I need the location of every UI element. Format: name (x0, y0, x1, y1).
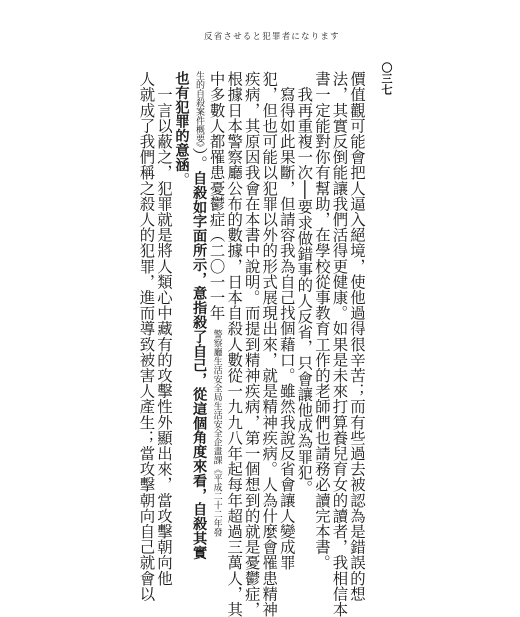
body-text-run: 中多數人都罹患憂鬱症（二〇一一年 (207, 71, 226, 321)
emphasized-text: 自殺如字面所示，意指殺了自己，從這個角度來看，自殺其實 (191, 171, 208, 560)
body-text-run: 寫得如此果斷，但請容我為自己找個藉口。雖然我說反省會讓人變成罪 (277, 71, 296, 571)
running-header: 反省させると犯罪者になります (204, 32, 340, 42)
text-column (348, 71, 366, 602)
emphasized-text: 也有犯罪的意涵 (173, 71, 190, 172)
text-column (225, 71, 244, 617)
text-column (260, 71, 279, 617)
text-column (190, 71, 209, 560)
text-column (295, 71, 314, 496)
body-text-run: 根據日本警察廳公布的數據，日本自殺人數從一九九八年起每年超過三萬人，其 (225, 71, 244, 617)
citation-text: 生的自殺案件概要》 (194, 71, 205, 148)
body-text-run: 法，其實反倒能讓我們活得更健康。如果是未來打算養兒育女的讀者，我相信本 (330, 71, 349, 617)
text-column (137, 71, 156, 602)
text-column (312, 71, 331, 571)
body-text-run: 犯，但也可能以犯罪以外的形式展現出來，就是精神疾病。人為什麼會罹患精神 (260, 71, 279, 617)
text-column (174, 71, 190, 471)
citation-text: 警察廳生活安全局生活安全企畫課《平成二十二年發 (211, 320, 222, 537)
body-text-run: ）。 (190, 147, 209, 171)
body-text-run: 一言以蔽之，犯罪就是將人類心中藏有的攻擊性外顯出來，當攻擊朝向他 (154, 71, 173, 586)
body-text-run: 價值觀可能會把人逼入絕境，使他過得很辛苦；而有些過去被認為是錯誤的想 (348, 71, 366, 602)
body-text-run: 書一定能對你有幫助，在學校從事教育工作的老師們也請務必讀完本書。 (312, 71, 331, 571)
body-text-run: 人就成了我們稱之殺人的犯罪，進而導致被害人產生；當攻擊朝向自己就會以 (137, 71, 156, 602)
body-text-run: 我再重複一次──要求做錯事的人反省，只會讓他成為罪犯。 (295, 71, 314, 496)
body-text-run: 。 (172, 171, 191, 188)
body-text-run: 疾病，其原因我會在本書中說明。而提到精神疾病，第一個想到的就是憂鬱症， (242, 71, 261, 617)
text-column (330, 71, 349, 617)
text-column (207, 71, 226, 537)
text-column (154, 71, 173, 586)
page-number: 〇三七 (380, 62, 393, 95)
text-column (242, 71, 261, 617)
text-column (277, 71, 296, 571)
